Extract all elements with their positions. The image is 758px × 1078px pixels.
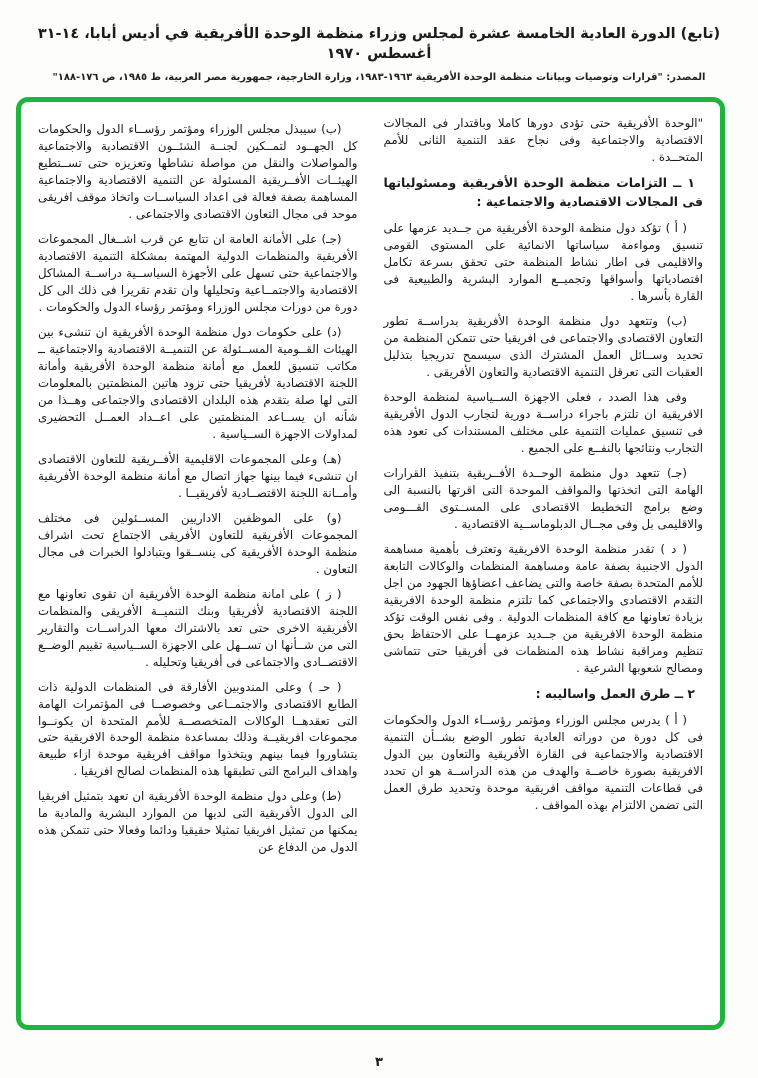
paragraph-1a: ( أ ) تؤكد دول منظمة الوحدة الأفريقية من جــديد عزمها على تنسيق ومواءمة سياساتها الانمائية على المستوى القومى والاقليمى فى اطار نشاط المنظمة حتى تحقق بسرعة تكامل اقتصادياتها وأسواقها وتجميــع الموارد البشرية والطبيعية فى القارة بأسرها . [383, 221, 703, 304]
document-header [18, 24, 740, 83]
paragraph-2i: (ط) وعلى دول منظمة الوحدة الأفريقية ان تعهد بتمثيل افريقيا الى الدول الأفريقية التى لديها من الموارد البشرية والمادية ما يمكنها من تمثيل افريقيا تمثيلا حقيقيا ودائما وفعالا حتى تتمكن هذه الدول من الدفاع عن [38, 789, 358, 855]
paragraph-2c: (جـ) على الأمانة العامة ان تتابع عن قرب اشــغال المجموعات الأفريقية والمنظمات الدولية المهتمة بمشكلة التنمية الاقتصادية والاجتماعية حتى تسهل على الأجهزة السياســية دراســة المشاكل الاقتصادية والاجتمــاعية وتحليلها وان تقدم تقريرا فى ذلك الى كل دورة من دورات مجلس الوزراء ومؤتمر رؤساء الدول والحكومات . [38, 231, 358, 314]
content-frame-green-border [16, 97, 725, 1030]
paragraph-1b: (ب) وتتعهد دول منظمة الوحدة الأفريقية بدراســة تطور التعاون الاقتصادى والاجتماعى فى افريقيا حتى تتمكن المنظمة من تحديد وســائل العمل المشترك الذى سيسمح تدريجيا بتذليل العقبات التى تعرقل التنمية الاقتصادية والتعاون الأفريقى . [383, 314, 703, 380]
source-citation: المصدر: "قرارات وتوصيات وبيانات منظمة الوحدة الأفريقية ١٩٦٣-١٩٨٣، وزارة الخارجية، جمهورية مصر العربية، ط ١٩٨٥، ص ١٧٦-١٨٨" [52, 71, 706, 83]
paragraph-continuation: "الوحدة الأفريقية حتى تؤدى دورها كاملا وباقتدار فى المجالات الاقتصادية والاجتماعية وفى نجاح عقد التنمية الثانى للأمم المتحــدة . [383, 116, 703, 164]
paragraph-2f: (و) على الموظفين الاداريين المســئولين فى مختلف المجموعات الأفريقية للتعاون الأفريقى الاجتماع تحت اشراف منظمة الوحدة الأفريقية كى ينســقوا ويتبادلوا الخبرات فى مجال التعاون . [38, 510, 358, 576]
paragraph-2d: (د) على حكومات دول منظمة الوحدة الأفريقية ان تنشىء بين الهيئات القــومية المســئولة عن التنميــة الاقتصادية والاجتماعية ــ مكاتب تنسيق للعمل مع أمانة منظمة الوحدة الأفريقية وأمانة اللجنة الاقتصادية لأفريقيا حتى تزود هاتين المنظمتين بالمعلومات التى لها صلة بتقدم هذه البلدان الاقتصادى والاجتماعى وهــذا من شأنه ان يســاعد المنظمتين على اعــداد العمــل التحضيرى لمداولات الاجهزة الســياسية . [38, 324, 358, 441]
column-right [384, 115, 704, 1017]
two-column-layout [38, 115, 703, 1017]
paragraph-2e: (هـ) وعلى المجموعات الاقليمية الأفــريقية للتعاون الاقتصادى ان تنشىء فيما بينها جهاز اتصال مع أمانة منظمة الوحدة الأفريقية وأمــانة اللجنة الاقتصــادية لأفريقيــا . [38, 451, 358, 500]
paragraph-2g: ( ز ) على امانة منظمة الوحدة الأفريقية ان تقوى تعاونها مع اللجنة الاقتصادية لأفريقيا وبنك التنميــة الأفريقى والمنظمات الأفريقية الاخرى حتى تعد بالاشتراك معها الدراســات والتقارير التى من شــأنها ان تســهل على الاجهزة الســياسية تقييم الوضــع الاقتصــادى والاجتماعى فى أفريقيا وتحليله . [38, 586, 358, 669]
section-1-heading: ١ ــ التزامات منظمة الوحدة الأفريقية ومسئولياتها فى المجالات الاقتصادية والاجتماعية : [383, 174, 703, 209]
paragraph-1c: (جـ) تتعهد دول منظمة الوحــدة الأفــريقية بتنفيذ القرارات الهامة التى اتخذتها والمواقف الموحدة التى اقرتها بالنسبة الى وضع برامج التخطيط الاقتصادى على المســتوى القـــومى والاقليمى بل وفى مجــال الدبلوماســية الاقتصادية . [383, 465, 703, 531]
page-number: ٣ [375, 1055, 383, 1070]
paragraph-2h: ( حـ ) وعلى المندوبين الأفارقة فى المنظمات الدولية ذات الطابع الاقتصادى والاجتمــاعى وخصوصــا فى المؤتمرات الهامة التى تعقدهــا الوكالات المتخصصــة للأمم المتحدة ان يكونــوا مجموعات افريقيــة وذلك بمساعدة منظمة الوحدة الافريقية حتى يتشاوروا فيما بينهم ويتخذوا مواقف افريقية موحدة ازاء طبيعة واهداف البرامج التى تطبقها هذه المنظمات لصالح افريقيا . [38, 679, 358, 779]
paragraph-2a: ( أ ) يدرس مجلس الوزراء ومؤتمر رؤســاء الدول والحكومات فى كل دورة من دوراته العادية تطور الوضع بشــأن التنمية الاقتصادية والاجتماعية فى القارة الأفريقية والتعاون بين الدول الافريقية بصورة خاصــة والهدف من هذه الدراســة هو ان تحدد فى قطاعات التنمية مواقف افريقية موحدة وتحديد طرق العمل التى تضمن الالتزام بهذه المواقف . [383, 713, 703, 813]
paragraph-2b: (ب) سيبذل مجلس الوزراء ومؤتمر رؤســاء الدول والحكومات كل الجهــود لتمــكين لجنــة الشئــون الاقتصادية والاجتماعية والمواصلات والنقل من مواصلة نشاطها وتعزيزه حتى تســتطيع الهيئــات الأفــريقية المسئولة عن التنمية الاقتصادية والاجتماعية المساهمة بصفة فعالة فى اعداد السياســات واتخاذ موقف افريقى موحد فى مجال التعاون الاقتصادى والاجتماعى . [38, 122, 358, 221]
session-title: (تابع) الدورة العادية الخامسة عشرة لمجلس وزراء منظمة الوحدة الأفريقية في أديس أبابا، ١٤-٣١ أغسطس ١٩٧٠ [37, 26, 721, 63]
column-left [38, 115, 358, 1017]
paragraph-1b-note: وفى هذا الصدد ، فعلى الاجهزة الســياسية لمنظمة الوحدة الافريقية ان تلتزم باجراء دراســة دورية لتجارب الدول الأفريقية فى تنسيق عمليات التنمية على مختلف المستندات كى تعود هذه التجارب ونتائجها بالنفــع على الجميع . [383, 390, 703, 455]
paragraph-1d: ( د ) تقدر منظمة الوحدة الافريقية وتعترف بأهمية مساهمة الدول الاجنبية بصفة عامة ومساهمة المنظمات والوكالات التابعة للأمم المتحدة بصفة خاصة والتى يضاعف اعضاؤها الجهود من اجل التقدم الاقتصادى والاجتماعى كما تلتزم منظمة الوحدة الافريقية بزيادة تعاونها مع كافة المنظمات الدولية . وفى نفس الوقت تؤكد منظمة الوحدة الافريقية من جــديد عزمهــا على الاحتفاظ بحق تنظيم ومراقبة نشاط هذه المنظمات فى أفريقيا حتى تتماشى ومصالح شعوبها الشرعية . [383, 541, 703, 675]
section-2-heading: ٢ ــ طرق العمل واساليبه : [535, 685, 695, 701]
